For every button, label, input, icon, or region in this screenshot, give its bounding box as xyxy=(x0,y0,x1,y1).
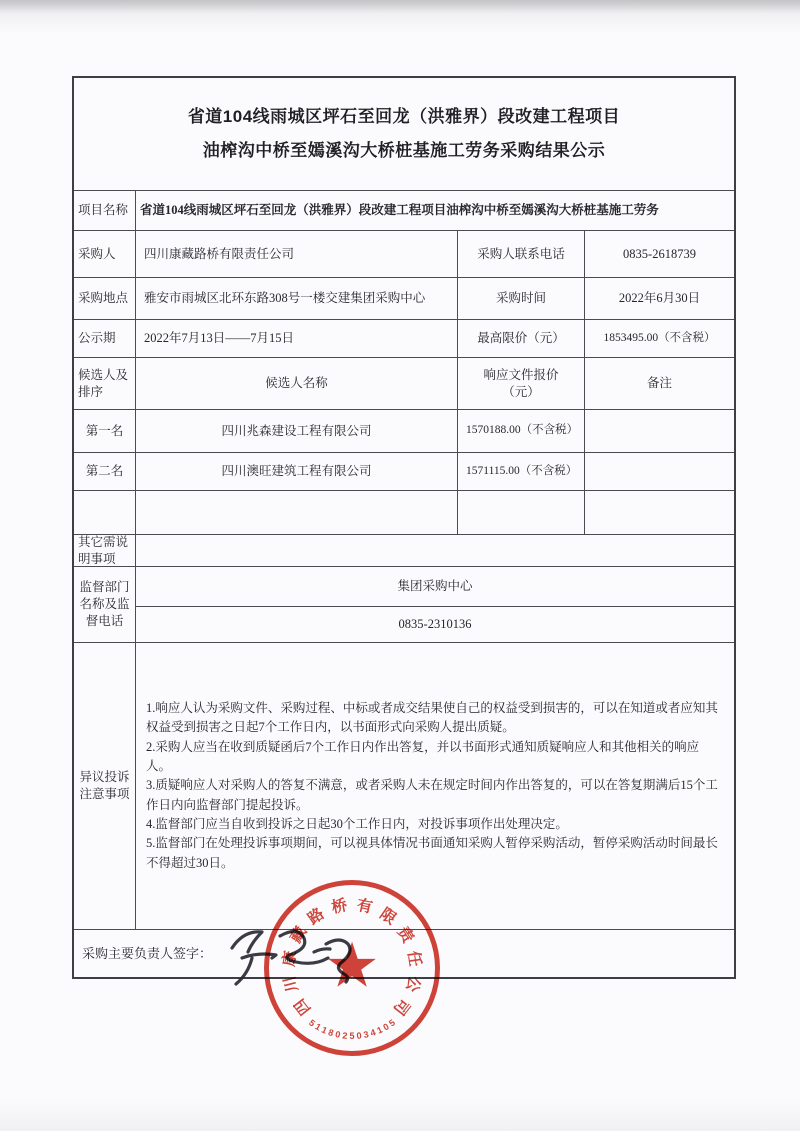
seal-arc-char: 限 xyxy=(376,905,399,929)
location-value: 雅安市雨城区北环东路308号一楼交建集团采购中心 xyxy=(135,277,457,319)
candidate-3-rank xyxy=(74,490,135,534)
candidate-3-name xyxy=(135,490,457,534)
max-price-label: 最高限价（元） xyxy=(457,319,584,357)
candidate-1-price: 1570188.00（不含税） xyxy=(457,409,584,452)
candidate-3-note xyxy=(584,490,734,534)
candidate-2-price: 1571115.00（不含税） xyxy=(457,452,584,490)
document-title xyxy=(74,78,734,190)
seal-arc-char: 1 xyxy=(313,1021,323,1033)
objection-item-5: 5.监督部门在处理投诉事项期间，可以视具体情况书面通知采购人暂停采购活动，暂停采购活动时间最长不得超过30日。 xyxy=(146,836,718,870)
company-seal xyxy=(264,880,440,1056)
objection-item-1: 1.响应人认为采购文件、采购过程、中标或者成交结果使自己的权益受到损害的，可以在知道或者应知其权益受到损害之日起7个工作日内，以书面形式向采购人提出质疑。 xyxy=(146,700,718,735)
seal-arc-char: 5 xyxy=(349,1031,355,1041)
purchase-time-label: 采购时间 xyxy=(457,277,584,319)
seal-arc-char: 8 xyxy=(327,1027,335,1039)
purchaser-phone-value: 0835-2618739 xyxy=(584,230,734,277)
candidate-1-name: 四川兆森建设工程有限公司 xyxy=(135,409,457,452)
procurement-result-table xyxy=(72,76,736,979)
seal-arc-char: 4 xyxy=(369,1027,377,1039)
candidate-2-rank: 第二名 xyxy=(74,452,135,490)
supervision-label: 监督部门名称及监督电话 xyxy=(74,566,135,642)
candidate-rank-header: 候选人及排序 xyxy=(74,357,135,409)
seal-arc-char: 2 xyxy=(341,1030,348,1041)
supervision-department: 集团采购中心 xyxy=(135,566,734,606)
seal-star-icon: ★ xyxy=(324,928,380,1002)
candidate-price-header xyxy=(457,357,584,409)
seal-arc-char: 1 xyxy=(320,1024,329,1036)
title-line-2: 油榨沟中桥至嫣溪沟大桥桩基施工劳务采购结果公示 xyxy=(202,141,606,160)
signature-label: 采购主要负责人签字： xyxy=(82,945,213,961)
candidate-3-price xyxy=(457,490,584,534)
candidate-note-header: 备注 xyxy=(584,357,734,409)
seal-arc-char: 0 xyxy=(381,1021,391,1033)
publicity-period-label: 公示期 xyxy=(74,319,135,357)
candidate-price-header-text: 响应文件报价（元） xyxy=(483,367,559,399)
candidate-1-note xyxy=(584,409,734,452)
seal-arc-char: 桥 xyxy=(330,896,349,917)
seal-arc-char: 0 xyxy=(334,1029,342,1040)
seal-arc-char: 公 xyxy=(402,974,423,994)
purchase-time-value: 2022年6月30日 xyxy=(584,277,734,319)
objection-item-3: 3.质疑响应人对采购人的答复不满意，或者采购人未在规定时间内作出答复的，可以在答复期满后15个工作日内向监督部门提起投诉。 xyxy=(146,778,718,812)
seal-arc-char: 藏 xyxy=(287,923,311,947)
seal-arc-char: 0 xyxy=(356,1030,363,1041)
seal-arc-char: 责 xyxy=(393,923,417,947)
other-notes-value xyxy=(135,534,734,566)
objection-label: 异议投诉注意事项 xyxy=(74,642,135,929)
seal-arc-char: 5 xyxy=(307,1017,317,1029)
seal-arc-char: 3 xyxy=(362,1029,370,1040)
supervision-phone: 0835-2310136 xyxy=(135,606,734,642)
seal-arc-char: 康 xyxy=(280,949,300,968)
project-name-label: 项目名称 xyxy=(74,190,135,230)
seal-arc-char: 四 xyxy=(291,995,315,1018)
objection-item-2: 2.采购人应当在收到质疑函后7个工作日内作出答复，并以书面形式通知质疑响应人和其他相关的响应人。 xyxy=(146,739,700,773)
purchaser-phone-label: 采购人联系电话 xyxy=(457,230,584,277)
candidate-2-name: 四川澳旺建筑工程有限公司 xyxy=(135,452,457,490)
scan-edge-shadow xyxy=(0,0,800,14)
objection-item-4: 4.监督部门应当自收到投诉之日起30个工作日内，对投诉事项作出处理决定。 xyxy=(146,817,568,832)
seal-arc-char: 川 xyxy=(281,974,302,994)
candidate-name-header: 候选人名称 xyxy=(135,357,457,409)
seal-arc-char: 有 xyxy=(355,896,374,917)
seal-arc-char: 任 xyxy=(404,949,424,968)
other-notes-label: 其它需说明事项 xyxy=(74,534,135,566)
candidate-1-rank: 第一名 xyxy=(74,409,135,452)
max-price-value: 1853495.00（不含税） xyxy=(584,319,734,357)
seal-arc-char: 路 xyxy=(305,905,328,929)
location-label: 采购地点 xyxy=(74,277,135,319)
seal-arc-char: 1 xyxy=(375,1024,384,1036)
seal-arc-char: 5 xyxy=(387,1017,397,1029)
candidate-2-note xyxy=(584,452,734,490)
seal-arc-char: 司 xyxy=(389,995,413,1018)
publicity-period-value: 2022年7月13日——7月15日 xyxy=(135,319,457,357)
purchaser-label: 采购人 xyxy=(74,230,135,277)
project-name-value: 省道104线雨城区坪石至回龙（洪雅界）段改建工程项目油榨沟中桥至嫣溪沟大桥桩基施工劳务 xyxy=(135,190,734,230)
purchaser-value: 四川康藏路桥有限责任公司 xyxy=(135,230,457,277)
title-line-1: 省道104线雨城区坪石至回龙（洪雅界）段改建工程项目 xyxy=(187,107,621,126)
